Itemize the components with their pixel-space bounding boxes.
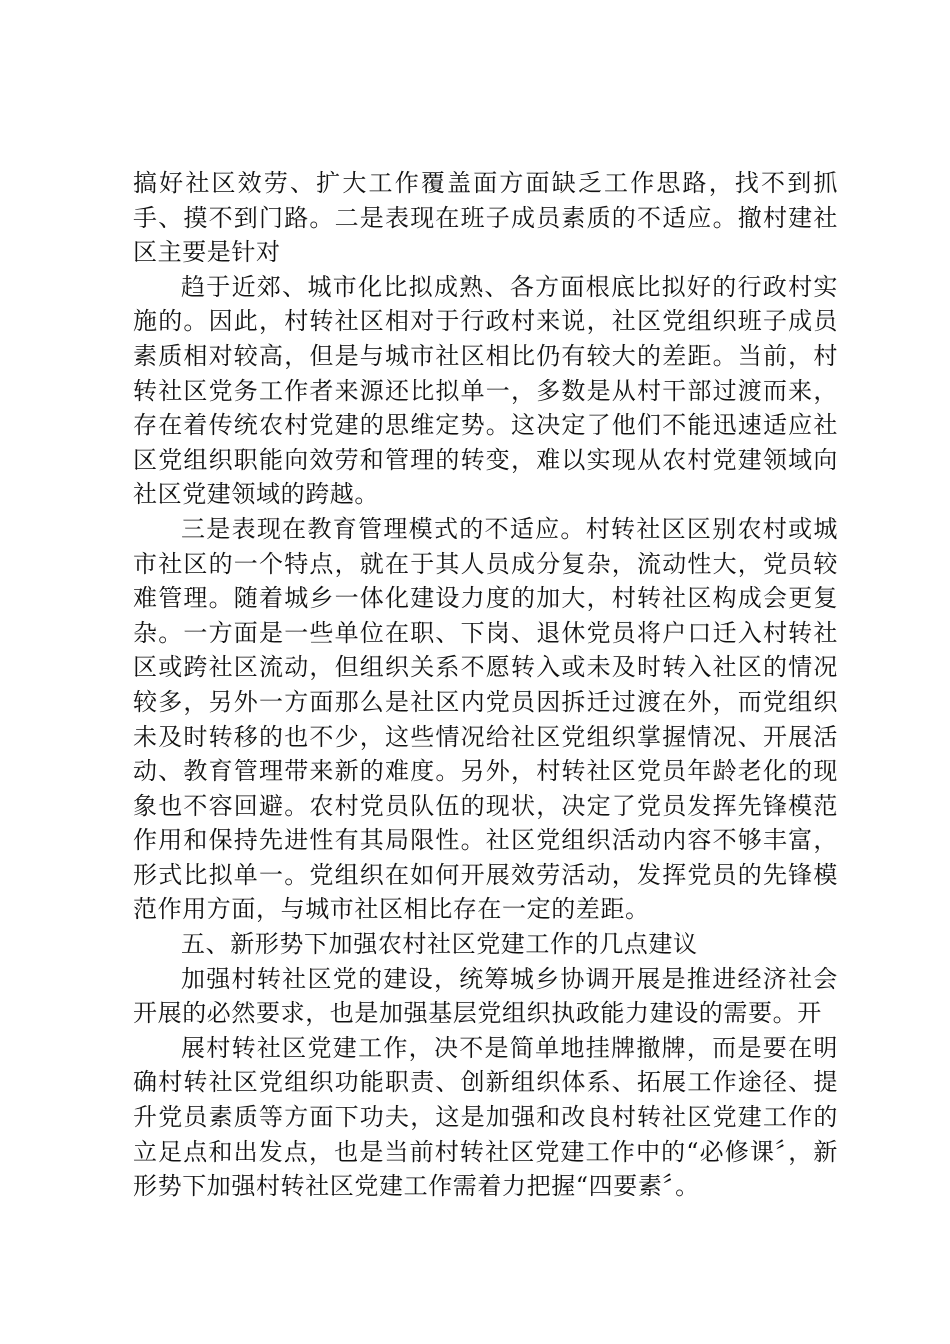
paragraph-member-quality: 趋于近郊、城市化比拟成熟、各方面根底比拟好的行政村实施的。因此，村转社区相对于行政村来说，社区党组织班子成员素质相对较高，但是与城市社区相比仍有较大的差距。当前，村转社区党务工作者来源还比拟单一，多数是从村干部过渡而来，存在着传统农村党建的思维定势。这决定了他们不能迅速适应社区党组织职能向效劳和管理的转变，难以实现从农村党建领域向社区党建领域的跨越。 bbox=[133, 272, 838, 509]
paragraph-continuation: 搞好社区效劳、扩大工作覆盖面方面缺乏工作思路，找不到抓手、摸不到门路。二是表现在班子成员素质的不适应。撤村建社区主要是针对 bbox=[133, 169, 838, 267]
paragraph-education-management: 三是表现在教育管理模式的不适应。村转社区区别农村或城市社区的一个特点，就在于其人员成分复杂，流动性大，党员较难管理。随着城乡一体化建设力度的加大，村转社区构成会更复杂。一方面是一些单位在职、下岗、退休党员将户口迁入村转社区或跨社区流动，但组织关系不愿转入或未及时转入社区的情况较多，另外一方面那么是社区内党员因拆迁过渡在外，而党组织未及时转移的也不少，这些情况给社区党组织掌握情况、开展活动、教育管理带来新的难度。另外，村转社区党员年龄老化的现象也不容回避。农村党员队伍的现状，决定了党员发挥先锋模范作用和保持先进性有其局限性。社区党组织活动内容不够丰富，形式比拟单一。党组织在如何开展效劳活动，发挥党员的先锋模范作用方面，与城市社区相比存在一定的差距。 bbox=[133, 514, 838, 924]
document-page bbox=[133, 166, 838, 1204]
section-heading-suggestions: 五、新形势下加强农村社区党建工作的几点建议 bbox=[181, 930, 698, 959]
paragraph-four-elements: 展村转社区党建工作，决不是简单地挂牌撤牌，而是要在明确村转社区党组织功能职责、创新组织体系、拓展工作途径、提升党员素质等方面下功夫，这是加强和改良村转社区党建工作的立足点和出发点，也是当前村转社区党建工作中的“必修课〞，新形势下加强村转社区党建工作需着力把握“四要素〞。 bbox=[133, 1033, 838, 1201]
paragraph-strengthen-party: 加强村转社区党的建设，统筹城乡协调开展是推进经济社会开展的必然要求，也是加强基层党组织执政能力建设的需要。开 bbox=[133, 964, 838, 1028]
